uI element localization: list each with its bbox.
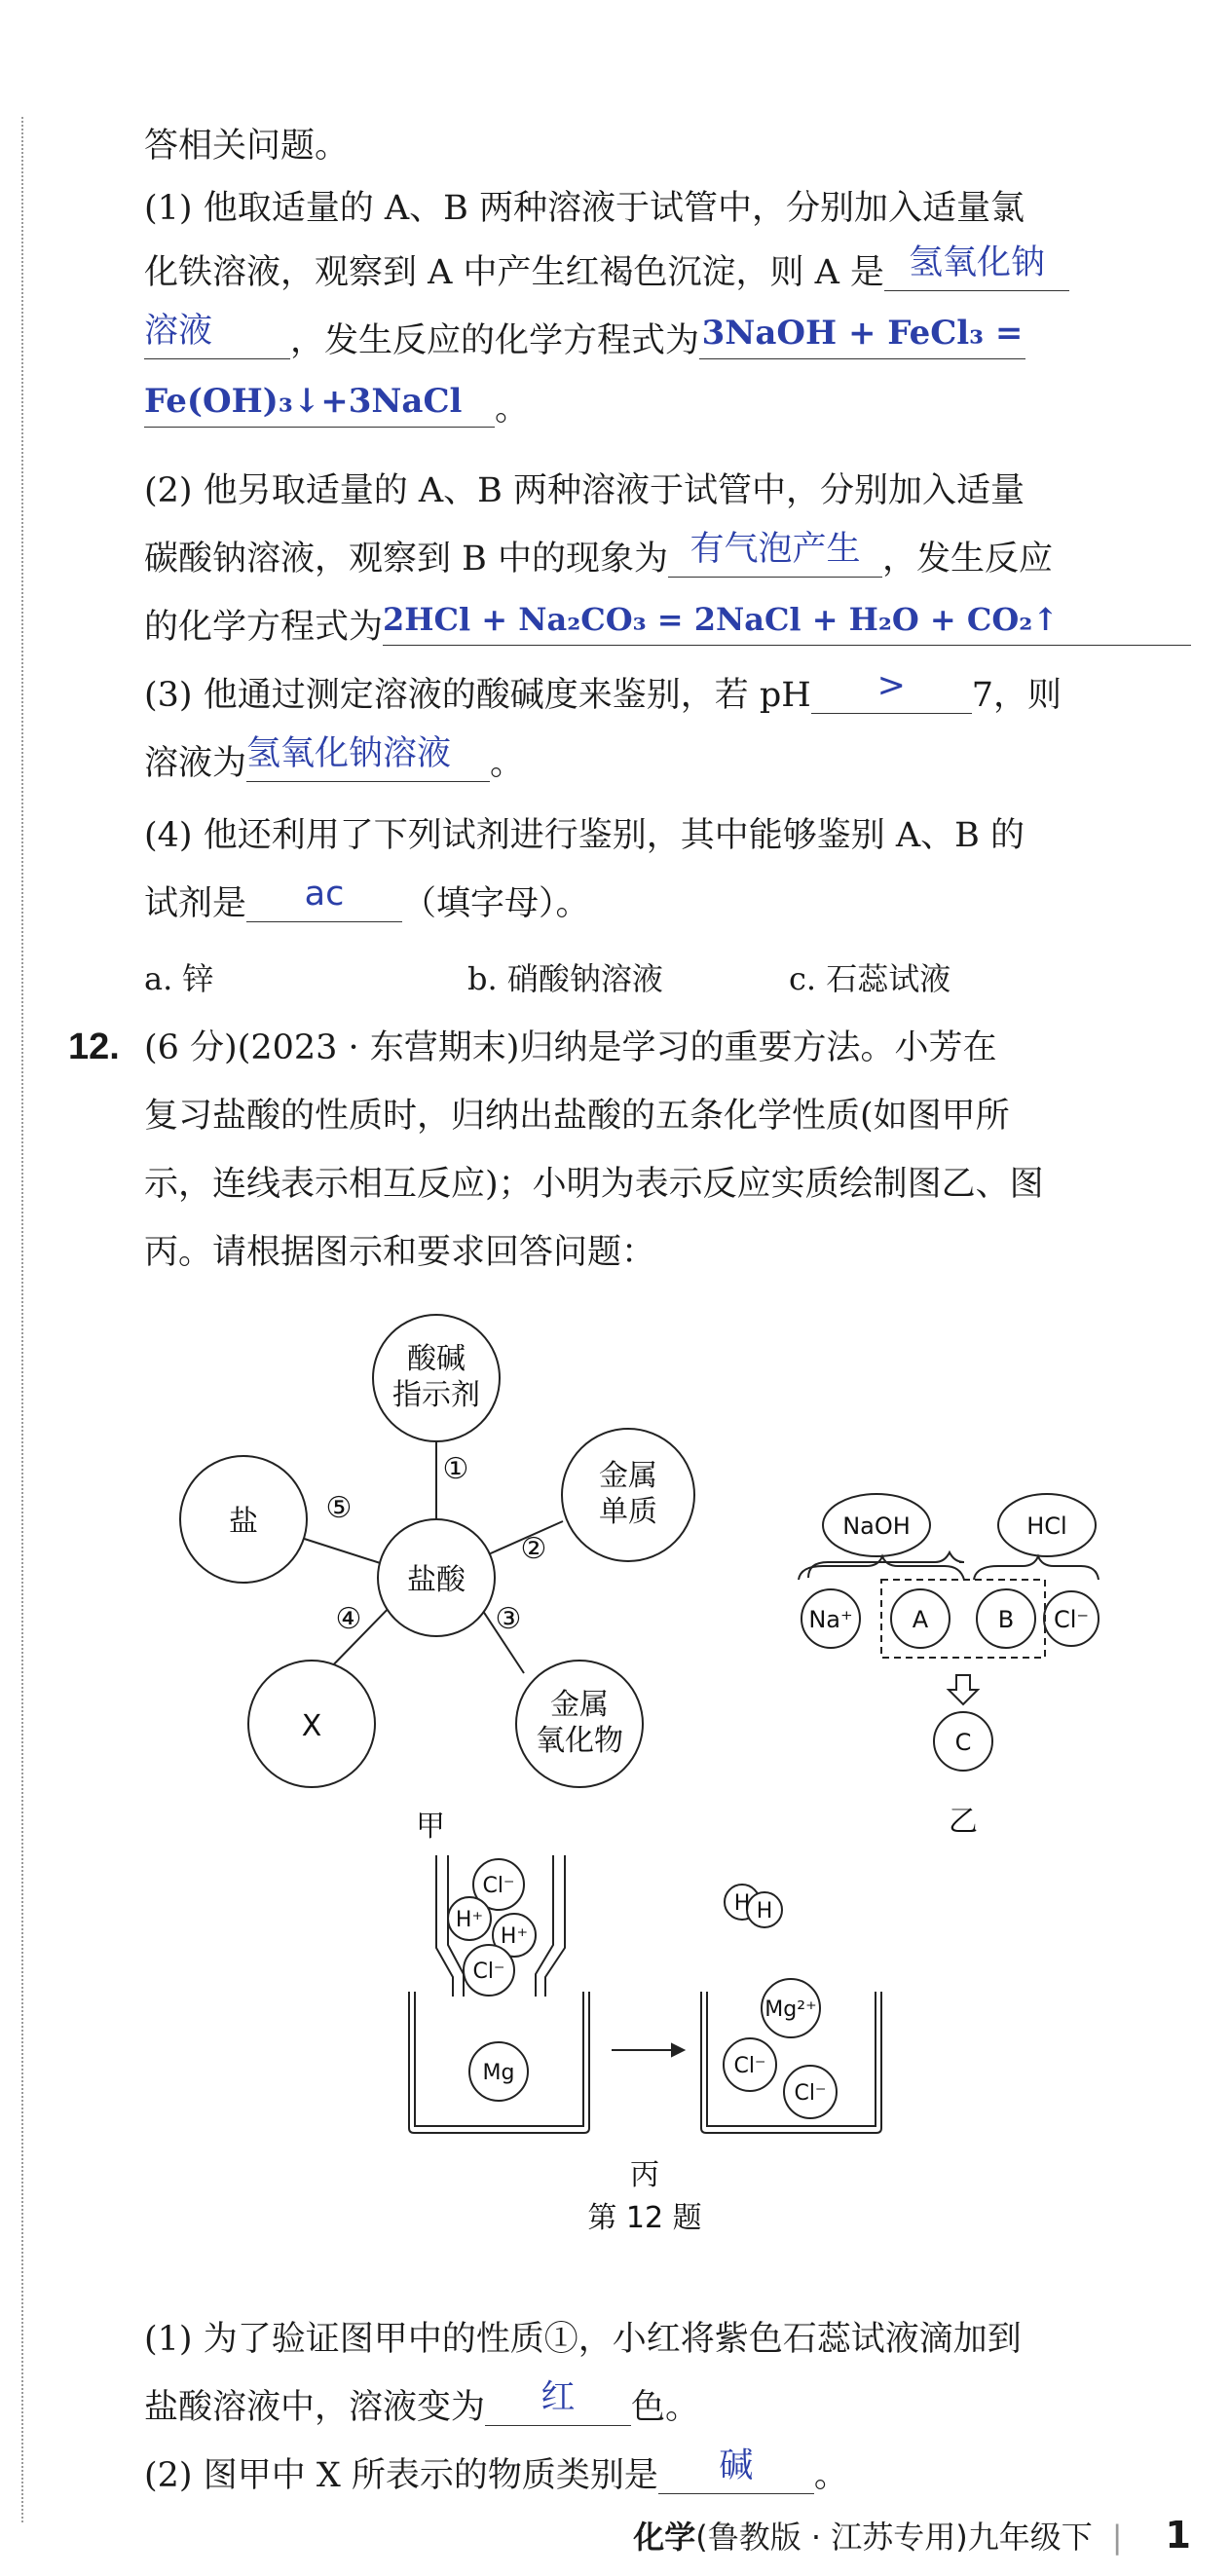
text-line: Fe(OH)₃↓+3NaCl 。 [144, 382, 530, 429]
label: H⁺ [500, 1924, 529, 1949]
option-a: a. 锌 [144, 960, 214, 997]
page-number: 1 [1165, 2514, 1191, 2557]
text-line: 溶液为氢氧化钠溶液 。 [144, 734, 525, 783]
answer-blank: > [811, 674, 972, 714]
label: 单质 [599, 1495, 657, 1529]
answer-blank: 3NaOH + FeCl₃ = [699, 319, 1025, 359]
question-number: 12. [68, 1027, 120, 1067]
text-line: 溶液 ，发生反应的化学方程式为3NaOH + FeCl₃ = [144, 319, 1025, 362]
label: 指示剂 [392, 1378, 480, 1412]
label: C [954, 1729, 972, 1756]
text-line: 示，连线表示相互反应)；小明为表示反应实质绘制图乙、图 [144, 1165, 1044, 1204]
text-line: 的化学方程式为2HCl + Na₂CO₃ = 2NaCl + H₂O + CO₂↑ [144, 606, 1191, 649]
label: A [912, 1606, 929, 1633]
figure-caption: 第 12 题 [587, 2201, 702, 2235]
number-label: ① [442, 1452, 469, 1486]
label: 酸碱 [407, 1342, 466, 1376]
diagram-yi [789, 1490, 1100, 1850]
answer-blank: 碱 [658, 2454, 814, 2494]
label: 盐酸 [407, 1563, 466, 1597]
option-b: b. 硝酸钠溶液 [467, 960, 663, 997]
label: Cl⁻ [472, 1960, 505, 1984]
label: H⁺ [455, 1908, 484, 1932]
text-line: 碳酸钠溶液，观察到 B 中的现象为 有气泡产生 ，发生反应 [144, 530, 1053, 579]
footer-subject: 化学 [633, 2519, 696, 2556]
label: Cl⁻ [482, 1874, 515, 1898]
number-label: ③ [495, 1602, 522, 1636]
text-line: (4) 他还利用了下列试剂进行鉴别，其中能够鉴别 A、B 的 [144, 816, 1025, 855]
label: Cl⁻ [733, 2054, 766, 2078]
label: 盐 [229, 1505, 258, 1539]
label: Cl⁻ [1053, 1606, 1090, 1633]
caption: 甲 [416, 1810, 445, 1844]
answer-blank: 氢氧化钠 [884, 251, 1069, 291]
label: HCl [1026, 1512, 1067, 1540]
answer-blank: Fe(OH)₃↓+3NaCl [144, 388, 495, 428]
label: Na⁺ [808, 1606, 853, 1633]
number-label: ④ [335, 1602, 362, 1636]
diagram-bing [390, 1855, 896, 2264]
diagram-jia [166, 1295, 750, 1850]
label: X [301, 1709, 322, 1743]
number-label: ② [520, 1532, 547, 1566]
footer-edition: (鲁教版 · 江苏专用)九年级下 [695, 2519, 1093, 2556]
text-line: 复习盐酸的性质时，归纳出盐酸的五条化学性质(如图甲所 [144, 1097, 1010, 1136]
text-line: 盐酸溶液中，溶液变为 红 色。 [144, 2378, 700, 2427]
text-line: (2) 他另取适量的 A、B 两种溶液于试管中，分别加入适量 [144, 471, 1025, 510]
label: 氧化物 [536, 1724, 623, 1758]
answer-blank: 有气泡产生 [668, 538, 882, 578]
text-line: (6 分)(2023 · 东营期末)归纳是学习的重要方法。小芳在 [144, 1028, 997, 1067]
binding-edge [21, 117, 23, 2522]
text-line: 丙。请根据图示和要求回答问题： [144, 1233, 656, 1272]
text-line: (3) 他通过测定溶液的酸碱度来鉴别，若 pH > 7，则 [144, 666, 1062, 715]
text-line: 试剂是 ac （填字母）。 [144, 875, 590, 923]
label: H [756, 1899, 773, 1923]
label: Mg²⁺ [764, 1997, 817, 2022]
label: 金属 [550, 1688, 609, 1722]
text-line: (1) 为了验证图甲中的性质①，小红将紫色石蕊试液滴加到 [144, 2320, 1022, 2359]
option-c: c. 石蕊试液 [789, 960, 951, 997]
text-line: 化铁溶液，观察到 A 中产生红褐色沉淀，则 A 是 氢氧化钠 [144, 251, 1069, 294]
label: B [997, 1606, 1015, 1633]
page-footer: 化学(鲁教版 · 江苏专用)九年级下 | 1 [633, 2514, 1191, 2557]
answer-blank: 2HCl + Na₂CO₃ = 2NaCl + H₂O + CO₂↑ [383, 606, 1191, 646]
answer-blank: 氢氧化钠溶液 [246, 742, 490, 782]
text-line: (1) 他取适量的 A、B 两种溶液于试管中，分别加入适量氯 [144, 189, 1025, 228]
answer-blank: 溶液 [144, 319, 290, 359]
label: H [733, 1891, 751, 1916]
caption: 乙 [949, 1805, 978, 1839]
number-label: ⑤ [325, 1491, 353, 1525]
answer-blank: ac [246, 882, 402, 922]
label: NaOH [842, 1512, 911, 1540]
text-line: (2) 图甲中 X 所表示的物质类别是 碱 。 [144, 2446, 848, 2495]
label: Mg [482, 2061, 515, 2085]
caption: 丙 [630, 2158, 659, 2192]
label: Cl⁻ [794, 2081, 827, 2106]
label: 金属 [599, 1459, 657, 1493]
text-line: 答相关问题。 [144, 127, 350, 166]
answer-blank: 红 [485, 2386, 631, 2426]
